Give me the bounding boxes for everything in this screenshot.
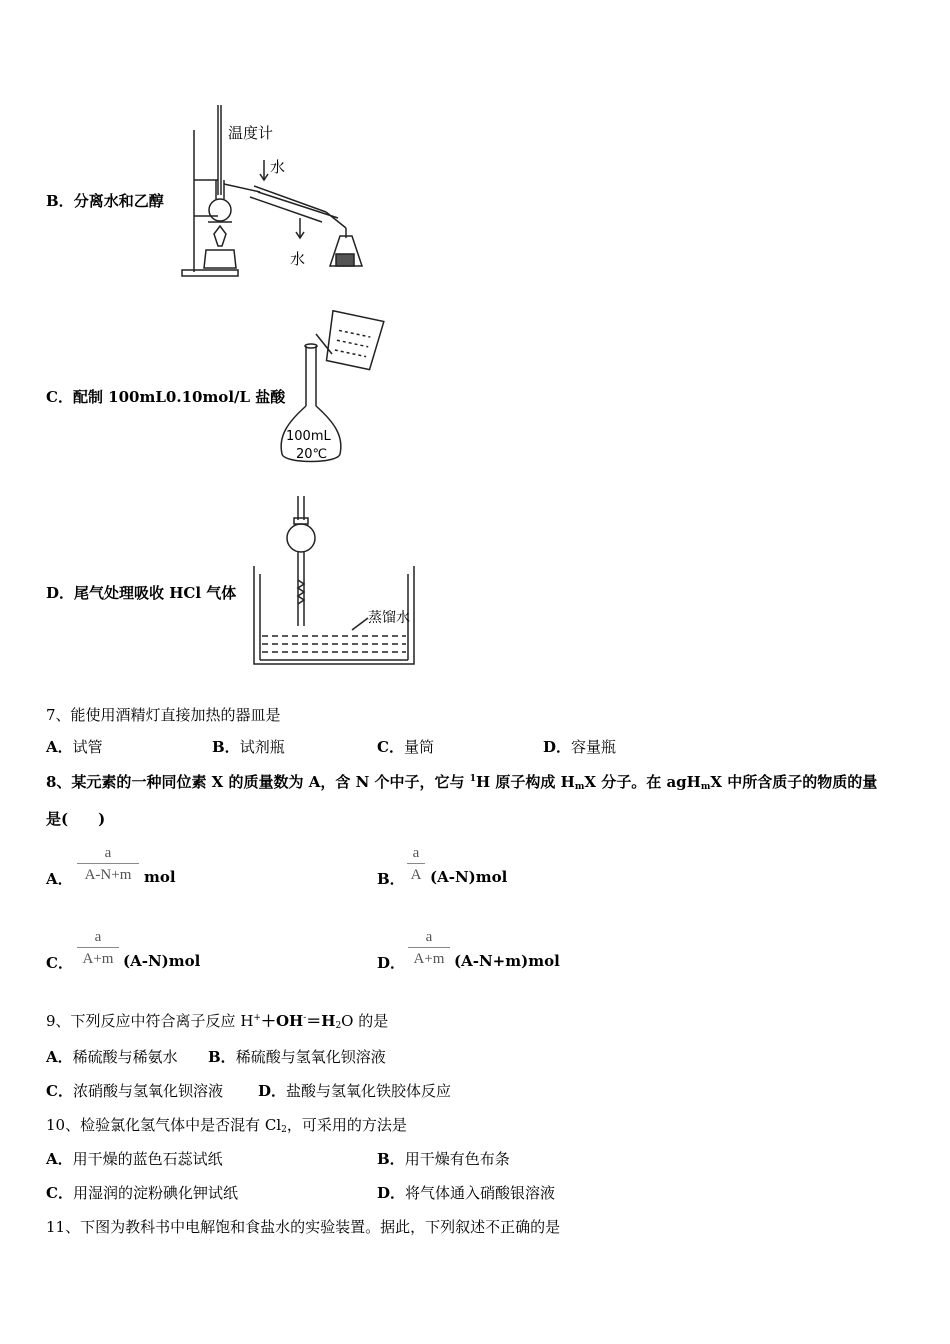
option-letter: D． bbox=[46, 584, 75, 602]
option-b bbox=[46, 190, 164, 211]
q7-option-a bbox=[46, 736, 103, 757]
option-text: 试管 bbox=[72, 738, 103, 756]
option-c bbox=[46, 386, 285, 407]
subscript: 2 bbox=[335, 1021, 342, 1031]
question-9-stem bbox=[46, 1010, 388, 1031]
stem-text: ＝H bbox=[306, 1012, 336, 1030]
numerator: a bbox=[104, 845, 112, 861]
water-out-label: 水 bbox=[290, 250, 306, 268]
distillation-apparatus-figure bbox=[178, 100, 368, 282]
question-11-stem: 11、下图为教科书中电解饱和食盐水的实验装置。据此，下列叙述不正确的是 bbox=[46, 1218, 561, 1236]
stem-text: ，可采用的方法是 bbox=[286, 1116, 407, 1134]
option-letter: C． bbox=[377, 738, 404, 756]
subscript: m bbox=[574, 782, 585, 792]
q8-option-a-letter: A． bbox=[46, 870, 73, 888]
q7-option-d bbox=[543, 736, 616, 757]
stem-text: H 原子构成 H bbox=[476, 773, 575, 791]
q8-option-c-fraction bbox=[77, 927, 119, 970]
q8-option-c-letter: C． bbox=[46, 954, 73, 972]
option-text: 配制 100mL0.10mol/L 盐酸 bbox=[72, 388, 286, 406]
q7-option-c bbox=[377, 736, 434, 757]
q8-option-a-fraction bbox=[77, 843, 139, 886]
option-letter: D． bbox=[258, 1082, 287, 1100]
numerator: a bbox=[425, 929, 433, 945]
distilled-water-label: 蒸馏水 bbox=[368, 610, 410, 626]
hcl-absorption-figure bbox=[248, 494, 428, 670]
option-text: 将气体通入硝酸银溶液 bbox=[405, 1184, 556, 1202]
subscript: 2 bbox=[281, 1125, 287, 1135]
q8-option-d-letter: D． bbox=[377, 954, 406, 972]
option-text: 用干燥有色布条 bbox=[404, 1150, 510, 1168]
option-text: 浓硝酸与氢氧化钡溶液 bbox=[72, 1082, 223, 1100]
denominator: A+m bbox=[413, 951, 445, 967]
q7-option-b bbox=[212, 736, 285, 757]
option-text: 用湿润的淀粉碘化钾试纸 bbox=[72, 1184, 238, 1202]
option-letter: D． bbox=[377, 1184, 406, 1202]
option-letter: C． bbox=[46, 1082, 73, 1100]
q8-option-c-suffix: (A-N)mol bbox=[123, 952, 201, 970]
q8-option-b-suffix: (A-N)mol bbox=[430, 868, 508, 886]
option-letter: A． bbox=[46, 1048, 73, 1066]
subscript: m bbox=[700, 782, 711, 792]
option-letter: B． bbox=[46, 192, 74, 210]
q9-option-b bbox=[208, 1046, 386, 1067]
q10-option-b bbox=[377, 1148, 510, 1169]
stem-text: 8、某元素的一种同位素 X 的质量数为 A，含 N 个中子，它与 bbox=[46, 773, 470, 791]
superscript: 1 bbox=[469, 774, 477, 784]
option-text: 用干燥的蓝色石蕊试纸 bbox=[72, 1150, 223, 1168]
question-8-stem bbox=[46, 771, 877, 792]
option-letter: D． bbox=[543, 738, 572, 756]
option-text: 稀硫酸与氢氧化钡溶液 bbox=[235, 1048, 386, 1066]
q8-option-b-fraction bbox=[407, 843, 425, 886]
option-text: 试剂瓶 bbox=[239, 738, 285, 756]
q10-option-c bbox=[46, 1182, 238, 1203]
water-in-label: 水 bbox=[270, 158, 286, 176]
option-letter: B． bbox=[208, 1048, 236, 1066]
question-7-stem: 7、能使用酒精灯直接加热的器皿是 bbox=[46, 706, 281, 724]
q10-option-a bbox=[46, 1148, 223, 1169]
q9-option-a bbox=[46, 1046, 178, 1067]
denominator: A-N+m bbox=[84, 867, 132, 883]
stem-text: ＋OH bbox=[260, 1012, 304, 1030]
option-text: 尾气处理吸收 HCl 气体 bbox=[74, 584, 237, 602]
stem-text: 10、检验氯化氢气体中是否混有 Cl bbox=[46, 1116, 282, 1134]
option-text: 容量瓶 bbox=[571, 738, 617, 756]
numerator: a bbox=[412, 845, 420, 861]
flask-temp-label: 20℃ bbox=[296, 447, 328, 462]
stem-text: 9、下列反应中符合离子反应 H bbox=[46, 1012, 254, 1030]
option-text: 分离水和乙醇 bbox=[73, 192, 164, 210]
thermometer-label: 温度计 bbox=[228, 124, 274, 142]
option-text: 盐酸与氢氧化铁胶体反应 bbox=[286, 1082, 452, 1100]
option-letter: B． bbox=[377, 1150, 405, 1168]
option-text: 量筒 bbox=[403, 738, 434, 756]
option-letter: C． bbox=[46, 1184, 73, 1202]
q9-option-d bbox=[258, 1080, 451, 1101]
denominator: A bbox=[410, 867, 422, 883]
option-letter: A． bbox=[46, 1150, 73, 1168]
denominator: A+m bbox=[82, 951, 114, 967]
superscript: + bbox=[253, 1013, 261, 1023]
numerator: a bbox=[94, 929, 102, 945]
option-d bbox=[46, 582, 236, 603]
q9-option-c bbox=[46, 1080, 223, 1101]
superscript: - bbox=[303, 1013, 307, 1023]
stem-text: X 分子。在 agH bbox=[584, 773, 701, 791]
q8-option-b-letter: B． bbox=[377, 870, 405, 888]
stem-text: O 的是 bbox=[341, 1012, 389, 1030]
option-letter: B． bbox=[212, 738, 240, 756]
option-text: 稀硫酸与稀氨水 bbox=[72, 1048, 178, 1066]
flask-volume-label: 100mL bbox=[286, 429, 331, 444]
option-letter: C． bbox=[46, 388, 73, 406]
stem-text: X 中所含质子的物质的量 bbox=[710, 773, 878, 791]
q8-option-d-fraction bbox=[408, 927, 450, 970]
q10-option-d bbox=[377, 1182, 555, 1203]
volumetric-flask-figure bbox=[276, 306, 386, 471]
option-letter: A． bbox=[46, 738, 73, 756]
q8-option-a-suffix: mol bbox=[144, 868, 176, 886]
question-10-stem bbox=[46, 1114, 407, 1135]
question-8-stem-line2: 是( ) bbox=[46, 810, 106, 828]
q8-option-d-suffix: (A-N+m)mol bbox=[454, 952, 560, 970]
